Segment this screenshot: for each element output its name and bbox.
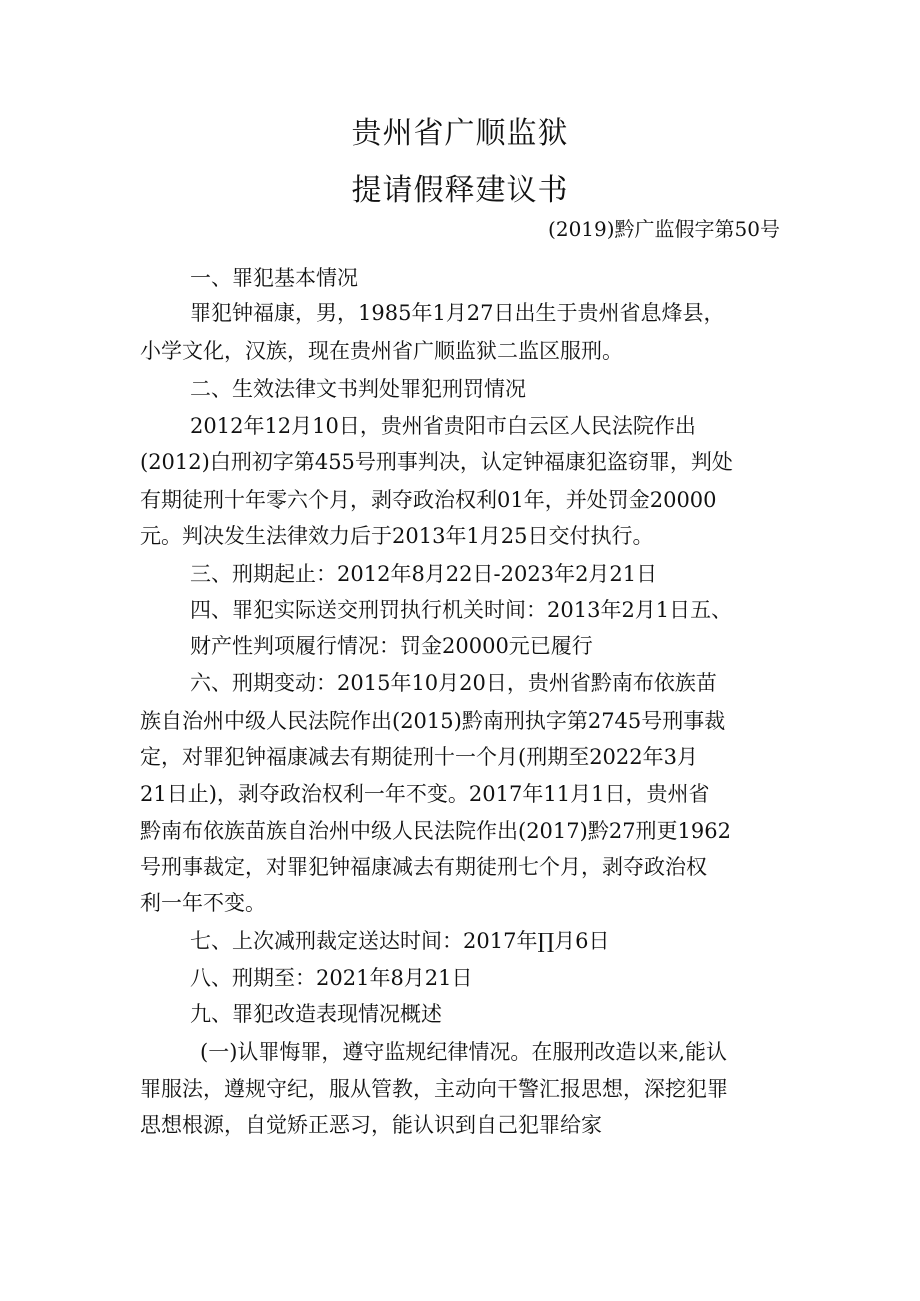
document-title-line-1: 贵州省广顺监狱 bbox=[351, 116, 569, 151]
document-number: (2019)黔广监假字第50号 bbox=[548, 217, 780, 241]
section-heading-2: 二、生效法律文书判处罪犯刑罚情况 bbox=[190, 377, 526, 401]
section-heading-1: 一、罪犯基本情况 bbox=[190, 266, 358, 290]
body-line: 21日止)，剥夺政治权利一年不变。2017年11月1日，贵州省 bbox=[140, 782, 710, 806]
body-line: 2012年12月10日，贵州省贵阳市白云区人民法院作出 bbox=[190, 414, 696, 438]
body-line: 族自治州中级人民法院作出(2015)黔南刑执字第2745号刑事裁 bbox=[140, 709, 726, 733]
section-heading-6: 六、刑期变动：2015年10月20日，贵州省黔南布依族苗 bbox=[190, 671, 717, 695]
body-line: 元。判决发生法律效力后于2013年1月25日交付执行。 bbox=[140, 524, 654, 548]
section-heading-8: 八、刑期至：2021年8月21日 bbox=[190, 966, 473, 990]
body-line: 思想根源，自觉矫正恶习，能认识到自己犯罪给家 bbox=[140, 1113, 602, 1137]
section-heading-9: 九、罪犯改造表现情况概述 bbox=[190, 1002, 442, 1026]
body-line: 罪服法，遵规守纪，服从管教，主动向干警汇报思想，深挖犯罪 bbox=[140, 1077, 728, 1101]
body-line: 定，对罪犯钟福康减去有期徒刑十一个月(刑期至2022年3月 bbox=[140, 745, 698, 769]
section-heading-4: 四、罪犯实际送交刑罚执行机关时间：2013年2月1日五、 bbox=[190, 598, 733, 622]
body-line: (2012)白刑初字第455号刑事判决，认定钟福康犯盗窃罪，判处 bbox=[140, 450, 733, 474]
body-line: 小学文化，汉族，现在贵州省广顺监狱二监区服刑。 bbox=[140, 339, 623, 363]
section-heading-7: 七、上次减刑裁定送达时间：2017年∏月6日 bbox=[190, 929, 610, 953]
subsection-heading-1: (一)认罪悔罪，遵守监规纪律情况。在服刑改造以来,能认 bbox=[200, 1040, 728, 1064]
body-line: 利一年不变。 bbox=[140, 891, 266, 915]
section-heading-5: 财产性判项履行情况：罚金20000元已履行 bbox=[190, 634, 593, 658]
body-line: 黔南布依族苗族自治州中级人民法院作出(2017)黔27刑更1962 bbox=[140, 819, 731, 843]
document-title-line-2: 提请假释建议书 bbox=[351, 173, 569, 208]
section-heading-3: 三、刑期起止：2012年8月22日-2023年2月21日 bbox=[190, 562, 658, 586]
body-line: 罪犯钟福康，男，1985年1月27日出生于贵州省息烽县， bbox=[190, 301, 725, 325]
body-line: 有期徒刑十年零六个月，剥夺政治权利01年，并处罚金20000 bbox=[140, 488, 717, 512]
body-line: 号刑事裁定，对罪犯钟福康减去有期徒刑七个月，剥夺政治权 bbox=[140, 855, 707, 879]
